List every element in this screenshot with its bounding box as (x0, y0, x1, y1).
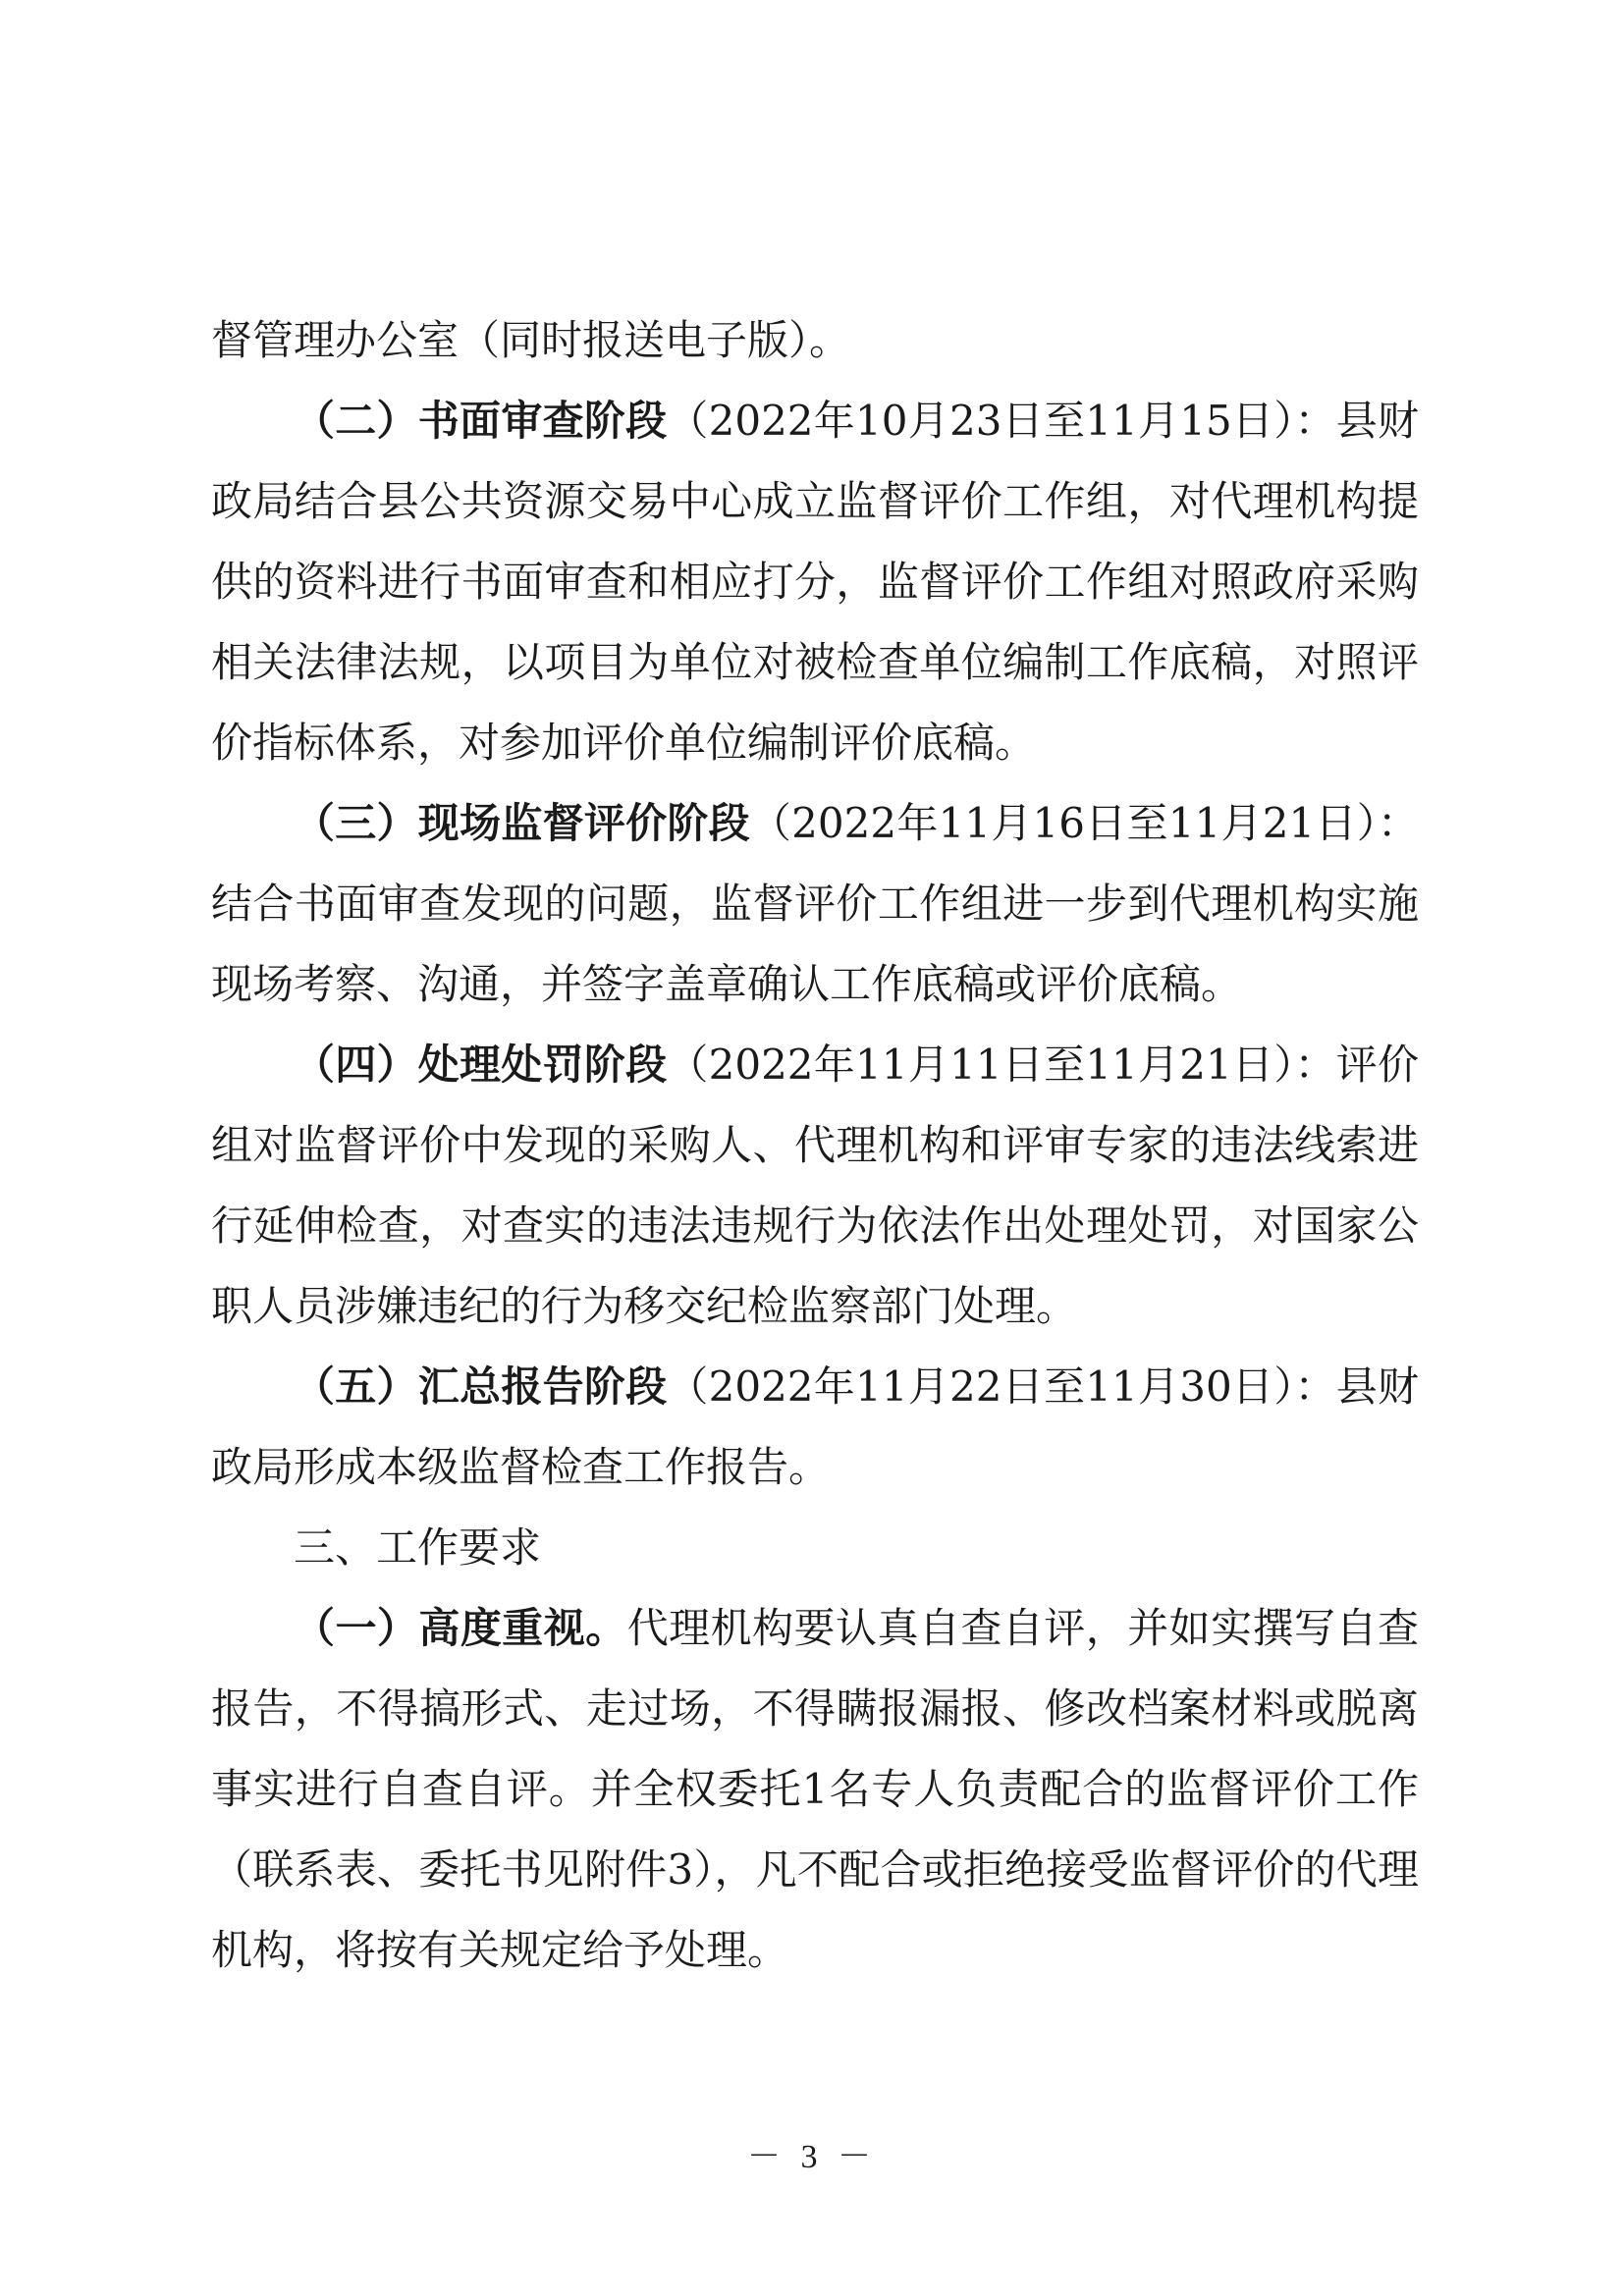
paragraph-requirement-attention (211, 1588, 1419, 1991)
paragraph-lead-heading: （三）现场监督评价阶段 (294, 799, 750, 847)
paragraph-lead-heading: （二）书面审查阶段 (294, 397, 668, 445)
paragraph-continuation (211, 300, 1419, 381)
paragraph-text: 督管理办公室（同时报送电子版）。 (211, 316, 851, 364)
page-number: － 3 － (747, 2139, 877, 2175)
paragraph-summary-report-stage (211, 1347, 1419, 1508)
paragraph-text: 代理机构要认真自查自评，并如实撰写自查报告，不得搞形式、走过场，不得瞒报漏报、修改档案材料或脱离事实进行自查自评。并全权委托1名专人负责配合的监督评价工作（联系表、委托书见附件3），凡不配合或拒绝接受监督评价的代理机构，将按有关规定给予处理。 (211, 1604, 1419, 1974)
paragraph-lead-heading: （五）汇总报告阶段 (294, 1362, 668, 1411)
paragraph-penalty-stage (211, 1025, 1419, 1347)
paragraph-text: （2022年11月22日至11月30日）：县财政局形成本级监督检查工作报告。 (211, 1362, 1419, 1491)
paragraph-text: （2022年10月23日至11月15日）：县财政局结合县公共资源交易中心成立监督评价工作组，对代理机构提供的资料进行书面审查和相应打分，监督评价工作组对照政府采购相关法律法规，以项目为单位对被检查单位编制工作底稿，对照评价指标体系，对参加评价单位编制评价底稿。 (211, 397, 1419, 767)
paragraph-lead-heading: （四）处理处罚阶段 (294, 1041, 668, 1089)
paragraph-text: （2022年11月11日至11月21日）：评价组对监督评价中发现的采购人、代理机构和评审专家的违法线索进行延伸检查，对查实的违法违规行为依法作出处理处罚，对国家公职人员涉嫌违纪的行为移交纪检监察部门处理。 (211, 1041, 1419, 1330)
paragraph-text: （2022年11月16日至11月21日）：结合书面审查发现的问题，监督评价工作组进一步到代理机构实施现场考察、沟通，并签字盖章确认工作底稿或评价底稿。 (211, 799, 1419, 1008)
paragraph-written-review-stage (211, 381, 1419, 783)
paragraph-onsite-evaluation-stage (211, 783, 1419, 1025)
paragraph-lead-heading: （一）高度重视。 (294, 1604, 627, 1652)
document-page (211, 300, 1419, 1991)
section-heading: 三、工作要求 (294, 1523, 542, 1572)
